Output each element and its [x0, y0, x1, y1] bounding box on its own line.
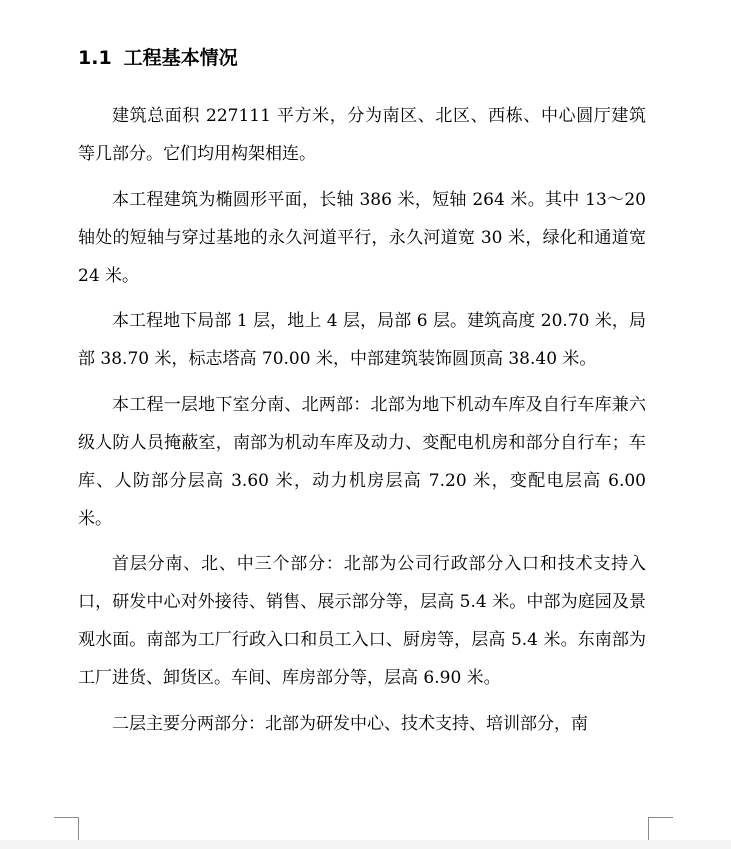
page-break-gap	[0, 840, 731, 849]
page-corner-mark-left	[54, 817, 79, 842]
document-body	[78, 97, 646, 750]
section-title: 工程基本情况	[123, 47, 238, 69]
section-number: 1.1	[78, 47, 112, 69]
paragraph-total-area: 建筑总面积 227111 平方米，分为南区、北区、西栋、中心圆厅建筑等几部分。它们均用构架相连。	[78, 106, 646, 164]
paragraph-basement: 本工程一层地下室分南、北两部：北部为地下机动车库及自行车库兼六级人防人员掩蔽室，南部为机动车库及动力、变配电机房和部分自行车；车库、人防部分层高 3.60 米，动力机房层高 7.20 米，变配电层高 6.00 米。	[78, 394, 646, 529]
paragraph-plan-shape: 本工程建筑为椭圆形平面，长轴 386 米，短轴 264 米。其中 13～20 轴处的短轴与穿过基地的永久河道平行，永久河道宽 30 米，绿化和通道宽 24 米。	[78, 189, 646, 286]
paragraph-floors-height: 本工程地下局部 1 层，地上 4 层，局部 6 层。建筑高度 20.70 米，局部 38.70 米，标志塔高 70.00 米，中部建筑装饰圆顶高 38.40 米。	[78, 311, 646, 369]
paragraph-second-floor: 二层主要分两部分：北部为研发中心、技术支持、培训部分，南	[112, 713, 588, 734]
page-corner-mark-right	[648, 817, 673, 842]
section-heading	[78, 46, 238, 70]
paragraph-ground-floor: 首层分南、北、中三个部分：北部为公司行政部分入口和技术支持入口，研发中心对外接待、销售、展示部分等，层高 5.4 米。中部为庭园及景观水面。南部为工厂行政入口和员工入口、厨房等，层高 5.4 米。东南部为工厂进货、卸货区。车间、库房部分等，层高 6.90 米。	[78, 554, 646, 688]
